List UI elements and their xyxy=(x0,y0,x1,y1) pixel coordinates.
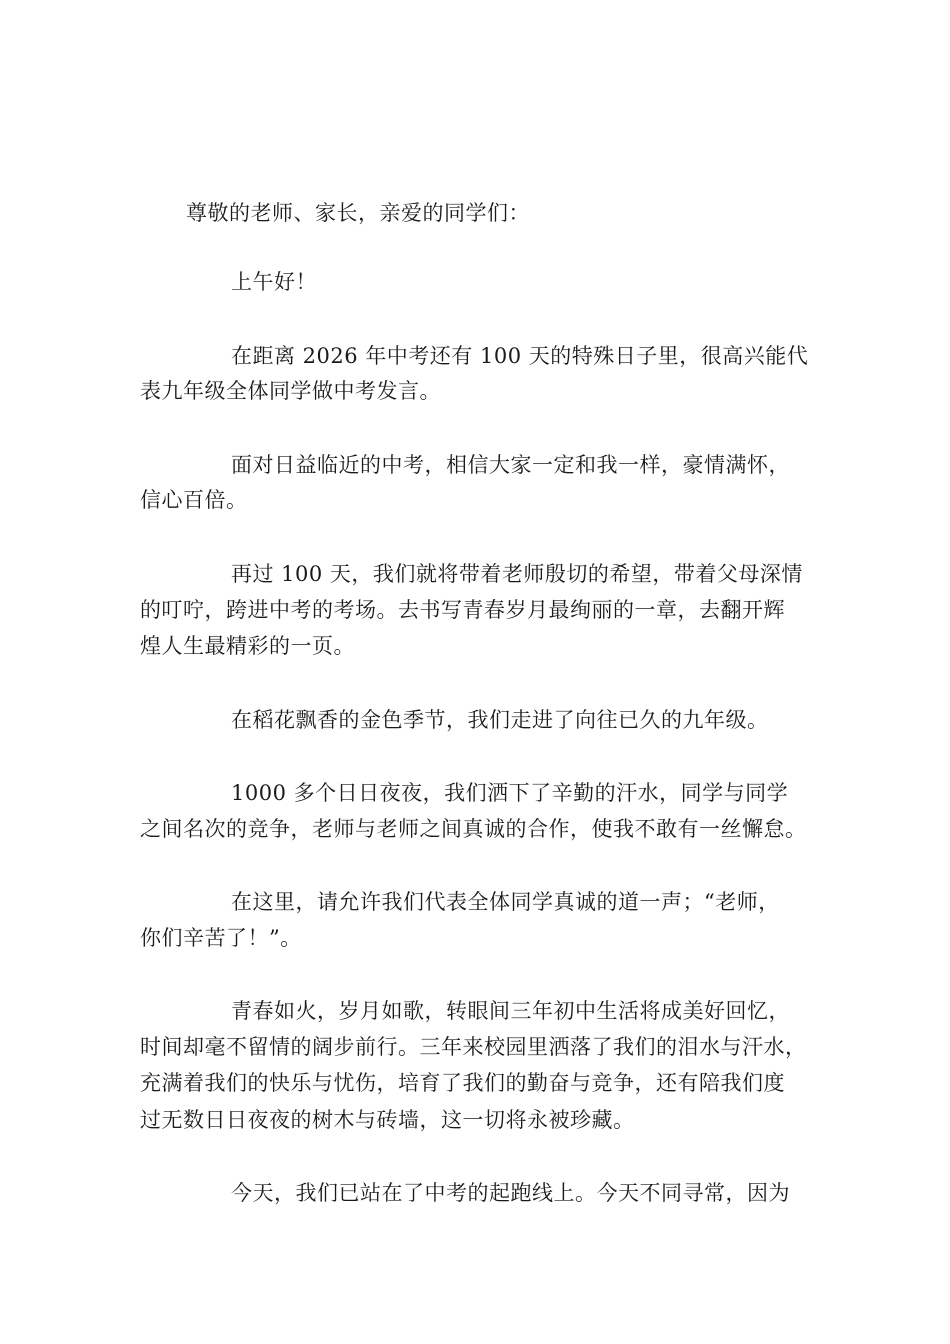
paragraph-6-line-2: 你们辛苦了！”。 xyxy=(140,926,302,950)
paragraph-7-line-3: 充满着我们的快乐与忧伤，培育了我们的勤奋与竞争，还有陪我们度 xyxy=(140,1071,785,1095)
paragraph-2-line-2: 信心百倍。 xyxy=(140,488,248,512)
paragraph-4-line-1: 在稻花飘香的金色季节，我们走进了向往已久的九年级。 xyxy=(231,708,769,732)
paragraph-1-line-1: 在距离 2026 年中考还有 100 天的特殊日子里，很高兴能代 xyxy=(231,344,809,368)
paragraph-5-line-2: 之间名次的竞争，老师与老师之间真诚的合作，使我不敢有一丝懈怠。 xyxy=(140,817,807,841)
paragraph-8-line-1: 今天，我们已站在了中考的起跑线上。今天不同寻常，因为 xyxy=(231,1181,790,1205)
paragraph-7-line-4: 过无数日日夜夜的树木与砖墙，这一切将永被珍藏。 xyxy=(140,1108,635,1132)
greeting: 上午好！ xyxy=(231,270,317,294)
paragraph-7-line-2: 时间却毫不留情的阔步前行。三年来校园里洒落了我们的泪水与汗水， xyxy=(140,1035,807,1059)
paragraph-7-line-1: 青春如火，岁月如歌，转眼间三年初中生活将成美好回忆， xyxy=(231,999,790,1023)
paragraph-3-line-3: 煌人生最精彩的一页。 xyxy=(140,634,355,658)
paragraph-3-line-1: 再过 100 天，我们就将带着老师殷切的希望，带着父母深情 xyxy=(231,562,803,586)
paragraph-1-line-2: 表九年级全体同学做中考发言。 xyxy=(140,379,441,403)
salutation: 尊敬的老师、家长，亲爱的同学们： xyxy=(186,201,530,225)
paragraph-3-line-2: 的叮咛，跨进中考的考场。去书写青春岁月最绚丽的一章，去翻开辉 xyxy=(140,598,785,622)
paragraph-5-line-1: 1000 多个日日夜夜，我们洒下了辛勤的汗水，同学与同学 xyxy=(231,781,789,805)
paragraph-2-line-1: 面对日益临近的中考，相信大家一定和我一样，豪情满怀， xyxy=(231,453,790,477)
paragraph-6-line-1: 在这里，请允许我们代表全体同学真诚的道一声；“老师， xyxy=(231,890,780,914)
